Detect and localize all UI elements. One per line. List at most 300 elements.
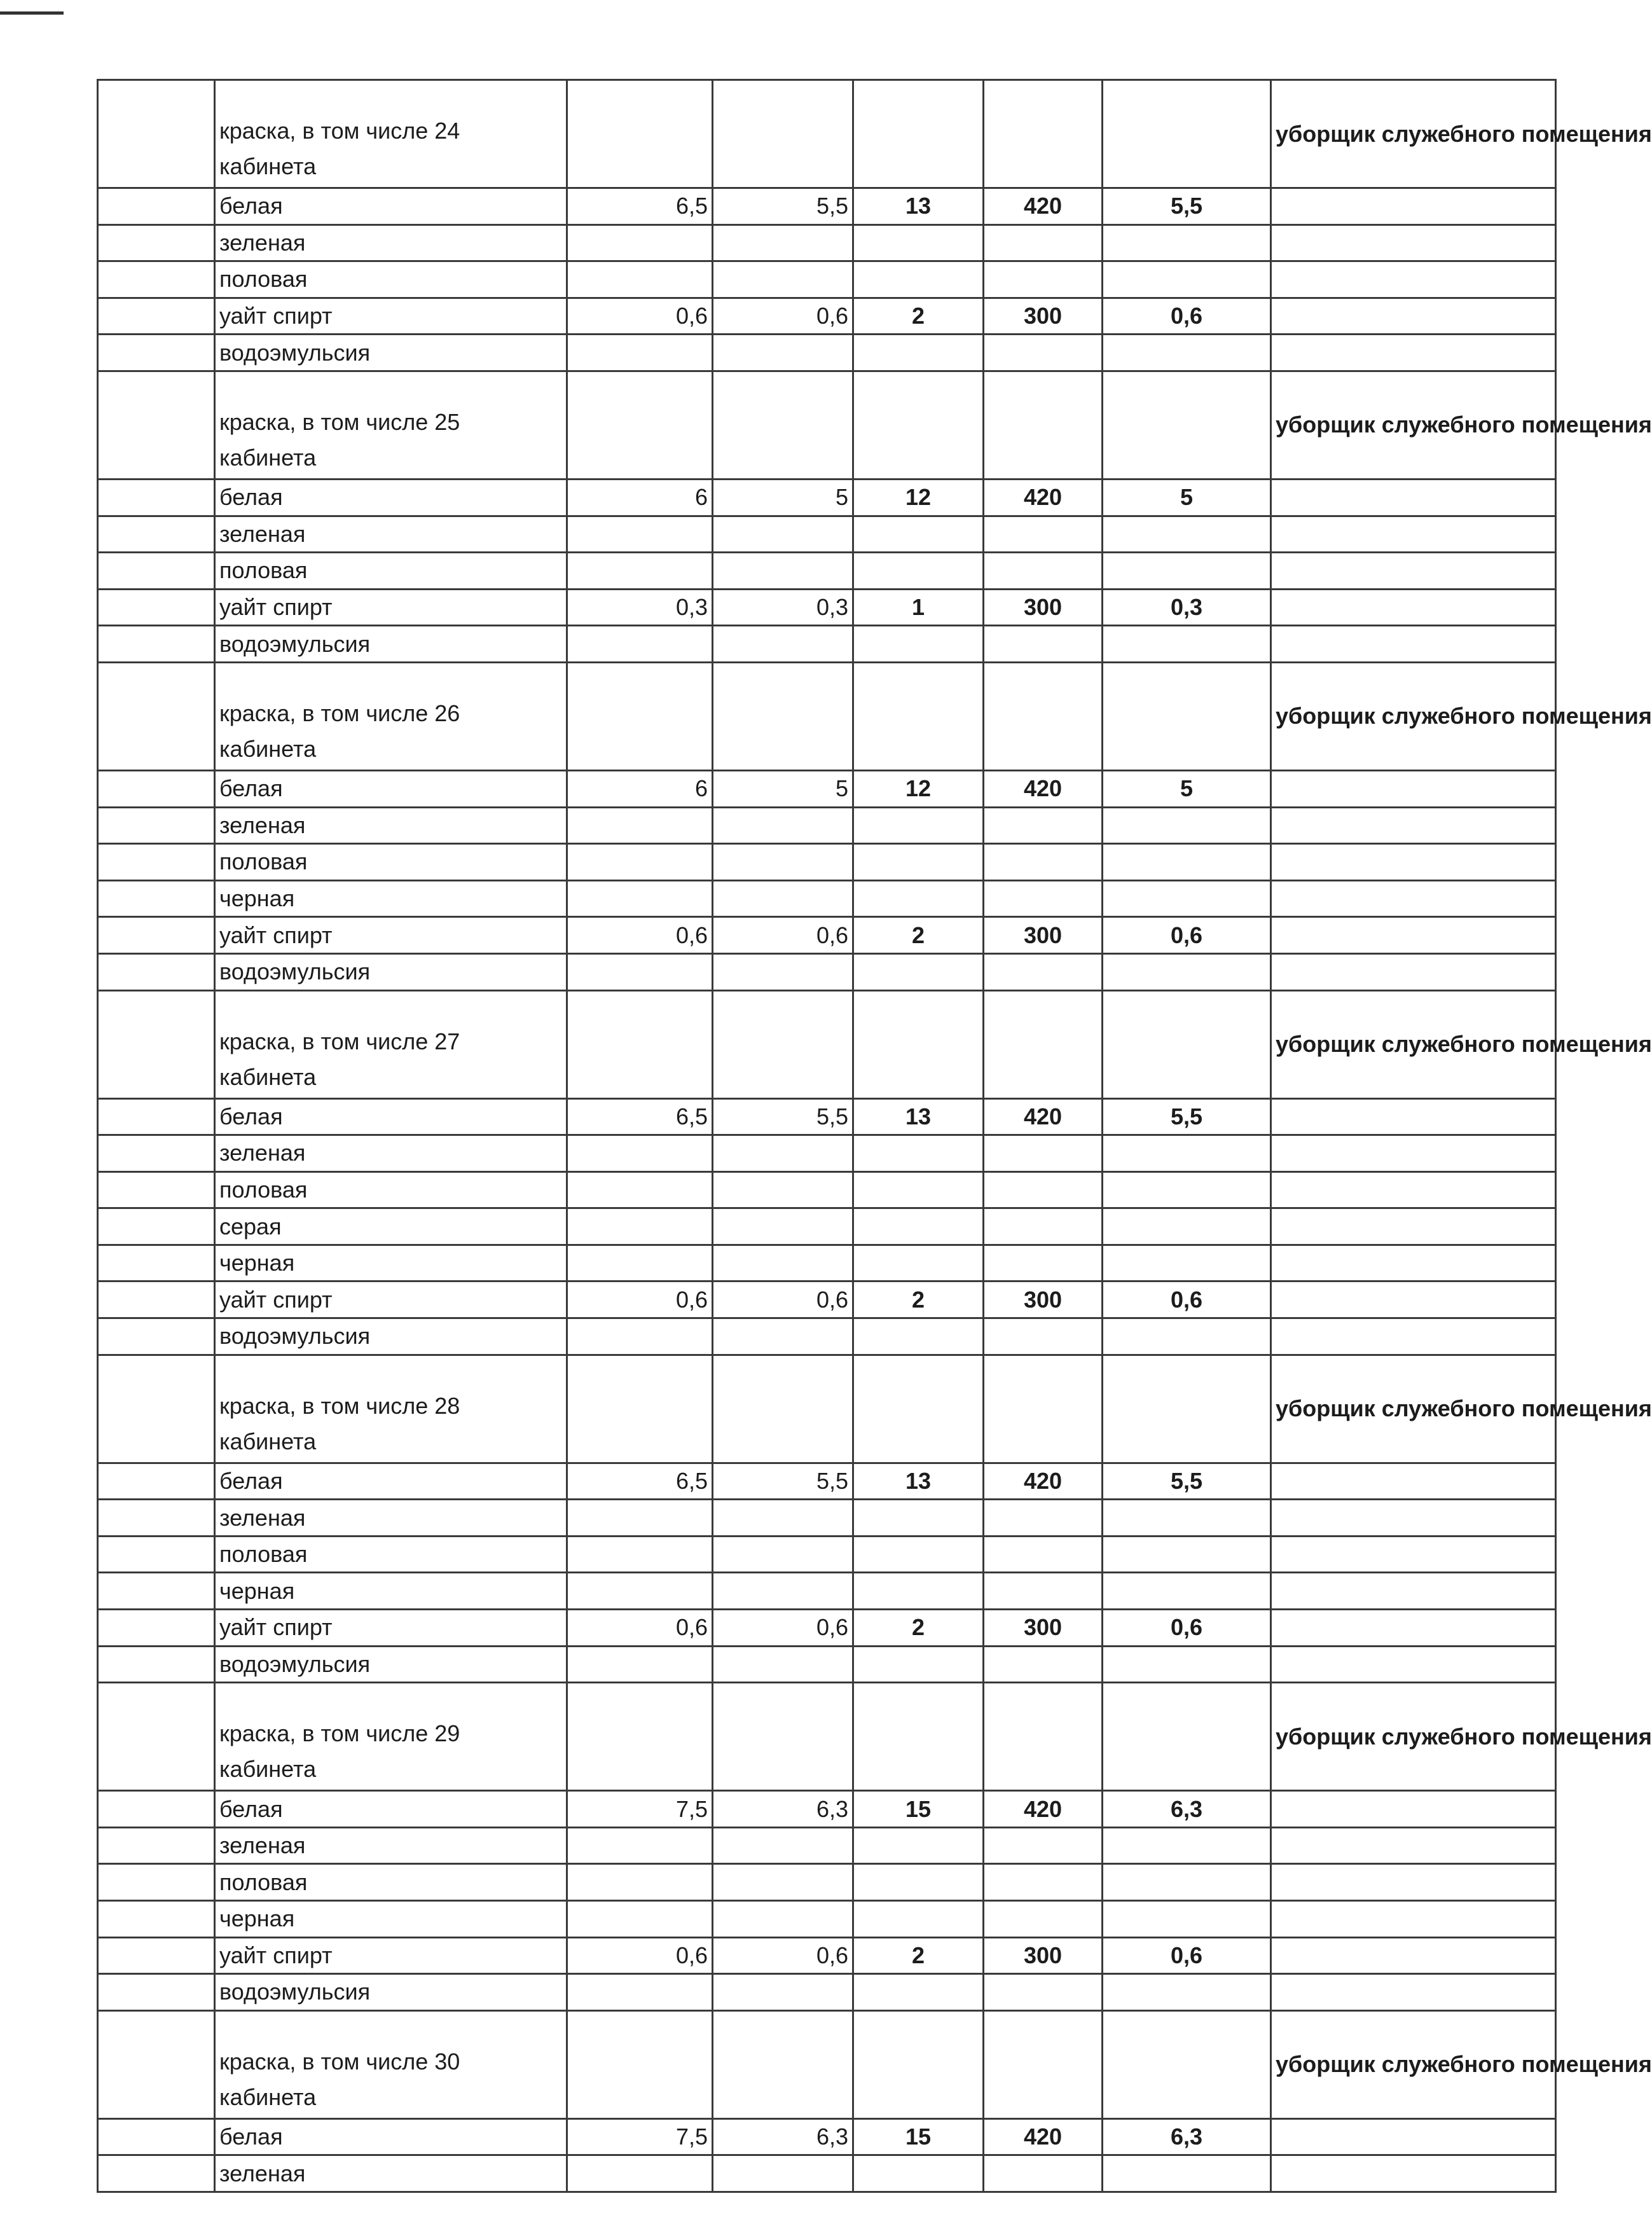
person-cell [1271, 1901, 1556, 1938]
person-cell [1271, 188, 1556, 225]
value-cell-5 [1103, 1135, 1271, 1172]
value-cell-5: 6,3 [1103, 2118, 1271, 2155]
value-cell-2 [713, 1500, 853, 1537]
item-name: белая [215, 1463, 567, 1500]
person-cell [1271, 2155, 1556, 2192]
value-cell-3: 2 [853, 298, 984, 335]
value-cell-2 [713, 807, 853, 844]
index-cell [98, 1098, 215, 1135]
person-cell [1271, 1536, 1556, 1573]
table-row [98, 1245, 1556, 1281]
table-row [98, 2118, 1556, 2155]
item-name: белая [215, 1098, 567, 1135]
value-cell-3 [853, 1536, 984, 1573]
item-name: уайт спирт [215, 1281, 567, 1318]
value-cell-1: 6 [567, 770, 713, 807]
person-cell [1271, 479, 1556, 516]
person-cell [1271, 844, 1556, 881]
table-row [98, 335, 1556, 371]
responsible-person: уборщик служебного помещения [1271, 2010, 1556, 2118]
index-cell [98, 1355, 215, 1463]
value-cell-5 [1103, 516, 1271, 553]
value-cell-1 [567, 880, 713, 917]
value-cell-2 [713, 626, 853, 663]
person-cell [1271, 1500, 1556, 1537]
value-cell-1 [567, 1208, 713, 1245]
responsible-person: уборщик служебного помещения [1271, 990, 1556, 1098]
value-cell-1 [567, 626, 713, 663]
person-cell [1271, 1098, 1556, 1135]
value-cell-4: 300 [984, 1937, 1103, 1974]
value-cell-5 [1103, 1864, 1271, 1901]
value-cell-4 [984, 880, 1103, 917]
person-cell [1271, 1463, 1556, 1500]
value-cell-1 [567, 1901, 713, 1938]
value-cell-5 [1103, 1171, 1271, 1208]
index-cell [98, 2010, 215, 2118]
item-name: белая [215, 1791, 567, 1828]
person-cell [1271, 335, 1556, 371]
value-cell-5: 5,5 [1103, 1463, 1271, 1500]
value-cell-4: 420 [984, 188, 1103, 225]
table-row [98, 261, 1556, 298]
table-row [98, 479, 1556, 516]
corner-mark [0, 11, 64, 15]
value-cell-4 [984, 844, 1103, 881]
empty-cell [853, 662, 984, 770]
empty-cell [567, 80, 713, 188]
table-row [98, 880, 1556, 917]
responsible-person: уборщик служебного помещения [1271, 662, 1556, 770]
value-cell-3 [853, 1864, 984, 1901]
table-row [98, 1500, 1556, 1537]
person-cell [1271, 1171, 1556, 1208]
value-cell-4 [984, 516, 1103, 553]
value-cell-1 [567, 2155, 713, 2192]
value-cell-4 [984, 1171, 1103, 1208]
value-cell-5 [1103, 1318, 1271, 1355]
value-cell-3 [853, 626, 984, 663]
value-cell-4 [984, 1536, 1103, 1573]
index-cell [98, 553, 215, 590]
item-name: уайт спирт [215, 298, 567, 335]
value-cell-2: 0,6 [713, 1281, 853, 1318]
table-row [98, 589, 1556, 626]
item-name: черная [215, 1573, 567, 1610]
value-cell-2 [713, 953, 853, 990]
item-name: черная [215, 1901, 567, 1938]
group-header-row [98, 80, 1556, 188]
table-row [98, 1974, 1556, 2011]
empty-cell [984, 80, 1103, 188]
item-name: белая [215, 479, 567, 516]
value-cell-3 [853, 553, 984, 590]
item-name: зеленая [215, 2155, 567, 2192]
value-cell-4 [984, 1208, 1103, 1245]
item-name: серая [215, 1208, 567, 1245]
value-cell-1 [567, 807, 713, 844]
value-cell-2: 5,5 [713, 1463, 853, 1500]
item-name: водоэмульсия [215, 1974, 567, 2011]
table-row [98, 1901, 1556, 1938]
index-cell [98, 917, 215, 954]
person-cell [1271, 1135, 1556, 1172]
value-cell-1 [567, 844, 713, 881]
value-cell-1: 0,6 [567, 1937, 713, 1974]
value-cell-3 [853, 1646, 984, 1683]
table-row [98, 1827, 1556, 1864]
value-cell-4 [984, 807, 1103, 844]
person-cell [1271, 1573, 1556, 1610]
table-row [98, 2155, 1556, 2192]
item-name: водоэмульсия [215, 953, 567, 990]
value-cell-5: 0,6 [1103, 1281, 1271, 1318]
person-cell [1271, 880, 1556, 917]
value-cell-4 [984, 335, 1103, 371]
empty-cell [567, 990, 713, 1098]
value-cell-4 [984, 626, 1103, 663]
value-cell-2 [713, 261, 853, 298]
table-row [98, 626, 1556, 663]
empty-cell [567, 371, 713, 479]
empty-cell [567, 1683, 713, 1791]
index-cell [98, 1208, 215, 1245]
value-cell-2: 0,3 [713, 589, 853, 626]
table-row [98, 1610, 1556, 1647]
value-cell-5 [1103, 626, 1271, 663]
person-cell [1271, 1610, 1556, 1647]
value-cell-3 [853, 1901, 984, 1938]
group-header-row [98, 990, 1556, 1098]
index-cell [98, 224, 215, 261]
value-cell-4 [984, 1974, 1103, 2011]
index-cell [98, 371, 215, 479]
index-cell [98, 990, 215, 1098]
index-cell [98, 335, 215, 371]
empty-cell [567, 662, 713, 770]
table-row [98, 1937, 1556, 1974]
value-cell-5: 0,6 [1103, 298, 1271, 335]
index-cell [98, 1974, 215, 2011]
index-cell [98, 2118, 215, 2155]
index-cell [98, 1573, 215, 1610]
index-cell [98, 1937, 215, 1974]
item-name: черная [215, 880, 567, 917]
value-cell-4 [984, 1318, 1103, 1355]
group-header-row [98, 1683, 1556, 1791]
table-row [98, 1864, 1556, 1901]
empty-cell [853, 1355, 984, 1463]
value-cell-5 [1103, 261, 1271, 298]
value-cell-5 [1103, 1646, 1271, 1683]
materials-table [97, 79, 1652, 2193]
value-cell-5 [1103, 1573, 1271, 1610]
index-cell [98, 1171, 215, 1208]
value-cell-2: 5,5 [713, 188, 853, 225]
value-cell-3 [853, 1573, 984, 1610]
item-name: белая [215, 2118, 567, 2155]
index-cell [98, 662, 215, 770]
value-cell-5: 5,5 [1103, 188, 1271, 225]
value-cell-4 [984, 953, 1103, 990]
item-name: уайт спирт [215, 1610, 567, 1647]
empty-cell [984, 1355, 1103, 1463]
value-cell-2 [713, 1318, 853, 1355]
person-cell [1271, 1937, 1556, 1974]
value-cell-4: 420 [984, 1098, 1103, 1135]
index-cell [98, 516, 215, 553]
value-cell-3 [853, 224, 984, 261]
item-name: половая [215, 844, 567, 881]
table-row [98, 1646, 1556, 1683]
index-cell [98, 80, 215, 188]
value-cell-4: 300 [984, 1610, 1103, 1647]
value-cell-3 [853, 516, 984, 553]
item-name: уайт спирт [215, 589, 567, 626]
value-cell-4 [984, 553, 1103, 590]
value-cell-1: 0,3 [567, 589, 713, 626]
value-cell-3: 2 [853, 917, 984, 954]
item-name: водоэмульсия [215, 335, 567, 371]
table-row [98, 917, 1556, 954]
value-cell-5 [1103, 844, 1271, 881]
index-cell [98, 953, 215, 990]
value-cell-4 [984, 1573, 1103, 1610]
value-cell-3 [853, 1827, 984, 1864]
index-cell [98, 1245, 215, 1281]
index-cell [98, 1827, 215, 1864]
item-name: половая [215, 1864, 567, 1901]
value-cell-3: 15 [853, 1791, 984, 1828]
group-title: краска, в том числе 24 кабинета [215, 80, 567, 188]
table-row [98, 298, 1556, 335]
person-cell [1271, 516, 1556, 553]
person-cell [1271, 553, 1556, 590]
value-cell-3 [853, 807, 984, 844]
empty-cell [853, 80, 984, 188]
index-cell [98, 1463, 215, 1500]
table-row [98, 1536, 1556, 1573]
person-cell [1271, 1974, 1556, 2011]
value-cell-1: 6,5 [567, 188, 713, 225]
value-cell-2 [713, 1646, 853, 1683]
responsible-person: уборщик служебного помещения [1271, 80, 1556, 188]
value-cell-2 [713, 553, 853, 590]
value-cell-4: 420 [984, 479, 1103, 516]
value-cell-4: 420 [984, 770, 1103, 807]
table-body [98, 80, 1652, 2192]
item-name: водоэмульсия [215, 626, 567, 663]
empty-cell [713, 1355, 853, 1463]
value-cell-3 [853, 1974, 984, 2011]
value-cell-2: 0,6 [713, 917, 853, 954]
value-cell-2: 6,3 [713, 1791, 853, 1828]
table-row [98, 1171, 1556, 1208]
person-cell [1271, 589, 1556, 626]
group-title: краска, в том числе 29 кабинета [215, 1683, 567, 1791]
value-cell-3 [853, 1245, 984, 1281]
empty-cell [713, 990, 853, 1098]
index-cell [98, 479, 215, 516]
value-cell-2: 5 [713, 770, 853, 807]
value-cell-2 [713, 844, 853, 881]
value-cell-3 [853, 1318, 984, 1355]
empty-cell [853, 1683, 984, 1791]
item-name: зеленая [215, 1135, 567, 1172]
empty-cell [853, 371, 984, 479]
value-cell-4 [984, 1135, 1103, 1172]
value-cell-1: 0,6 [567, 917, 713, 954]
index-cell [98, 1610, 215, 1647]
person-cell [1271, 807, 1556, 844]
empty-cell [1103, 371, 1271, 479]
value-cell-4: 300 [984, 298, 1103, 335]
item-name: половая [215, 1171, 567, 1208]
value-cell-2 [713, 1536, 853, 1573]
value-cell-1 [567, 1827, 713, 1864]
item-name: зеленая [215, 807, 567, 844]
value-cell-3 [853, 953, 984, 990]
value-cell-3: 15 [853, 2118, 984, 2155]
value-cell-3 [853, 2155, 984, 2192]
table-row [98, 1573, 1556, 1610]
index-cell [98, 261, 215, 298]
group-title: краска, в том числе 26 кабинета [215, 662, 567, 770]
value-cell-1: 7,5 [567, 1791, 713, 1828]
value-cell-1: 7,5 [567, 2118, 713, 2155]
value-cell-2: 0,6 [713, 1937, 853, 1974]
responsible-person: уборщик служебного помещения [1271, 1683, 1556, 1791]
value-cell-3: 12 [853, 770, 984, 807]
value-cell-2 [713, 880, 853, 917]
value-cell-3 [853, 880, 984, 917]
person-cell [1271, 626, 1556, 663]
value-cell-4 [984, 2155, 1103, 2192]
value-cell-1: 0,6 [567, 1610, 713, 1647]
table-row [98, 224, 1556, 261]
person-cell [1271, 917, 1556, 954]
table-row [98, 770, 1556, 807]
empty-cell [984, 662, 1103, 770]
value-cell-1 [567, 1573, 713, 1610]
value-cell-1 [567, 1536, 713, 1573]
index-cell [98, 1901, 215, 1938]
empty-cell [984, 2010, 1103, 2118]
value-cell-5: 0,6 [1103, 1610, 1271, 1647]
index-cell [98, 844, 215, 881]
empty-cell [713, 371, 853, 479]
value-cell-2 [713, 1827, 853, 1864]
value-cell-1 [567, 1646, 713, 1683]
value-cell-3 [853, 261, 984, 298]
value-cell-4: 300 [984, 917, 1103, 954]
group-title: краска, в том числе 25 кабинета [215, 371, 567, 479]
value-cell-1: 0,6 [567, 298, 713, 335]
empty-cell [853, 990, 984, 1098]
value-cell-1: 6,5 [567, 1098, 713, 1135]
empty-cell [567, 2010, 713, 2118]
value-cell-2 [713, 335, 853, 371]
value-cell-1 [567, 553, 713, 590]
empty-cell [984, 371, 1103, 479]
value-cell-4 [984, 261, 1103, 298]
person-cell [1271, 1245, 1556, 1281]
value-cell-2 [713, 1245, 853, 1281]
value-cell-1 [567, 516, 713, 553]
item-name: водоэмульсия [215, 1646, 567, 1683]
index-cell [98, 1683, 215, 1791]
group-header-row [98, 662, 1556, 770]
person-cell [1271, 298, 1556, 335]
value-cell-3 [853, 1208, 984, 1245]
empty-cell [1103, 80, 1271, 188]
value-cell-2 [713, 1864, 853, 1901]
person-cell [1271, 1208, 1556, 1245]
empty-cell [1103, 990, 1271, 1098]
item-name: черная [215, 1245, 567, 1281]
index-cell [98, 626, 215, 663]
index-cell [98, 298, 215, 335]
value-cell-3: 13 [853, 1098, 984, 1135]
value-cell-2 [713, 2155, 853, 2192]
empty-cell [1103, 2010, 1271, 2118]
value-cell-2 [713, 516, 853, 553]
value-cell-3: 13 [853, 188, 984, 225]
item-name: половая [215, 261, 567, 298]
value-cell-1 [567, 261, 713, 298]
empty-cell [1103, 662, 1271, 770]
value-cell-4: 300 [984, 1281, 1103, 1318]
value-cell-1 [567, 1974, 713, 2011]
group-header-row [98, 2010, 1556, 2118]
value-cell-2 [713, 1135, 853, 1172]
value-cell-3: 2 [853, 1610, 984, 1647]
person-cell [1271, 770, 1556, 807]
value-cell-2 [713, 224, 853, 261]
index-cell [98, 1281, 215, 1318]
value-cell-4: 420 [984, 2118, 1103, 2155]
person-cell [1271, 2118, 1556, 2155]
value-cell-2: 5 [713, 479, 853, 516]
group-title: краска, в том числе 27 кабинета [215, 990, 567, 1098]
value-cell-2 [713, 1208, 853, 1245]
value-cell-2 [713, 1901, 853, 1938]
value-cell-1: 0,6 [567, 1281, 713, 1318]
value-cell-5 [1103, 224, 1271, 261]
table-row [98, 188, 1556, 225]
item-name: белая [215, 770, 567, 807]
empty-cell [713, 662, 853, 770]
value-cell-4: 300 [984, 589, 1103, 626]
item-name: зеленая [215, 1827, 567, 1864]
value-cell-3 [853, 1500, 984, 1537]
responsible-person: уборщик служебного помещения [1271, 1355, 1556, 1463]
item-name: зеленая [215, 1500, 567, 1537]
value-cell-4: 420 [984, 1463, 1103, 1500]
table-row [98, 1463, 1556, 1500]
value-cell-3: 2 [853, 1281, 984, 1318]
table-row [98, 807, 1556, 844]
person-cell [1271, 1864, 1556, 1901]
person-cell [1271, 1827, 1556, 1864]
value-cell-3: 1 [853, 589, 984, 626]
value-cell-5 [1103, 880, 1271, 917]
value-cell-2 [713, 1974, 853, 2011]
person-cell [1271, 1646, 1556, 1683]
value-cell-5 [1103, 1974, 1271, 2011]
value-cell-2: 0,6 [713, 1610, 853, 1647]
person-cell [1271, 261, 1556, 298]
